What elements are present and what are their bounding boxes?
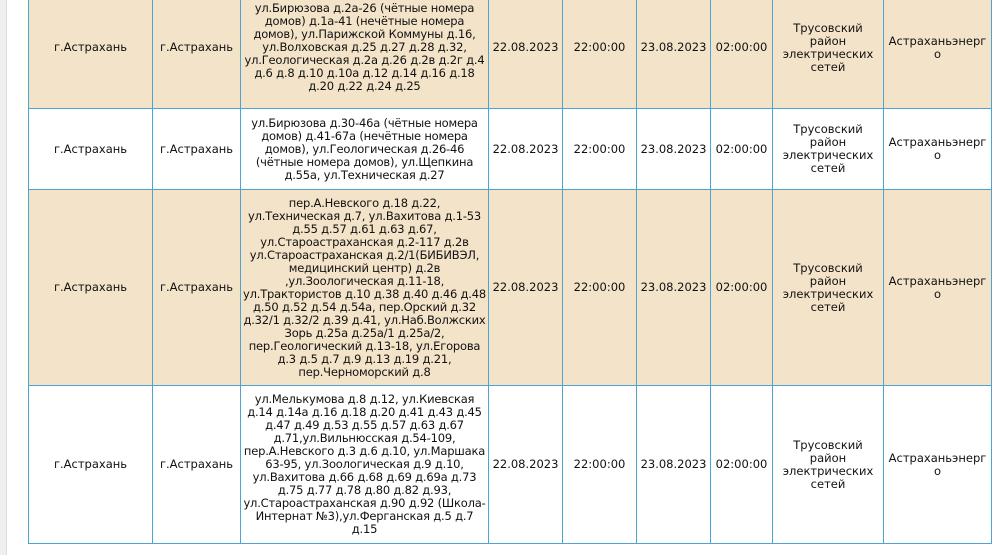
- end-time-cell: 02:00:00: [711, 190, 773, 386]
- locality-cell: г.Астрахань: [153, 190, 241, 386]
- left-scrollbar[interactable]: [0, 0, 7, 555]
- start-time-cell: 22:00:00: [563, 386, 637, 544]
- district-cell: Трусовский район электрических сетей: [773, 190, 884, 386]
- company-cell: Астраханьэнерго: [884, 386, 992, 544]
- district-cell: Трусовский район электрических сетей: [773, 109, 884, 190]
- address-cell: ул.Мелькумова д.8 д.12, ул.Киевская д.14 д.14а д.16 д.18 д.20 д.41 д.43 д.45 д.47 д.49 д.53 д.55 д.57 д.63 д.67 д.71,ул.Вильнюсская д.54-109, пер.А.Невского д.3 д.6 д.10, ул.Маршака 63-95, ул.Зоологическая д.9 д.10, ул.Вахитова д.66 д.68 д.69 д.69а д.73 д.75 д.77 д.78 д.80 д.82 д.93, ул.Староастраханская д.90 д.92 (Школа-Интернат №3),ул.Ферганская д.5 д.7 д.15: [241, 386, 489, 544]
- address-cell: ул.Бирюзова д.30-46а (чётные номера домов) д.41-67а (нечётные номера домов), ул.Геологическая д.26-46 (чётные номера домов), ул.Щепкина д.55а, ул.Техническая д.27: [241, 109, 489, 190]
- start-date-cell: 22.08.2023: [489, 0, 563, 109]
- company-cell: Астраханьэнерго: [884, 190, 992, 386]
- table-row: [29, 109, 992, 190]
- company-cell: Астраханьэнерго: [884, 109, 992, 190]
- company-cell: Астраханьэнерго: [884, 0, 992, 109]
- end-date-cell: 23.08.2023: [637, 0, 711, 109]
- start-time-cell: 22:00:00: [563, 0, 637, 109]
- start-time-cell: 22:00:00: [563, 190, 637, 386]
- start-date-cell: 22.08.2023: [489, 190, 563, 386]
- district-cell: Трусовский район электрических сетей: [773, 0, 884, 109]
- district-cell: Трусовский район электрических сетей: [773, 386, 884, 544]
- locality-cell: г.Астрахань: [153, 386, 241, 544]
- end-time-cell: 02:00:00: [711, 109, 773, 190]
- table-row: [29, 386, 992, 544]
- city-cell: г.Астрахань: [29, 109, 153, 190]
- address-cell: пер.А.Невского д.18 д.22, ул.Техническая д.7, ул.Вахитова д.1-53 д.55 д.57 д.61 д.63 д.67, ул.Староастраханская д.2-117 д.2в ул.Староастраханская д.2/1(БИБИВЭЛ, медицинский центр) д.2в ,ул.Зоологическая д.11-18, ул.Трактористов д.10 д.38 д.40 д.46 д.48 д.50 д.52 д.54 д.54а, пер.Орский д.32 д.32/1 д.32/2 д.39 д.41, ул.Наб.Волжских Зорь д.25а д.25а/1 д.25а/2, пер.Геологический д.13-18, ул.Егорова д.3 д.5 д.7 д.9 д.13 д.19 д.21, пер.Черноморский д.8: [241, 190, 489, 386]
- end-date-cell: 23.08.2023: [637, 386, 711, 544]
- table-row: [29, 0, 992, 109]
- table-row: [29, 190, 992, 386]
- start-date-cell: 22.08.2023: [489, 109, 563, 190]
- locality-cell: г.Астрахань: [153, 0, 241, 109]
- end-date-cell: 23.08.2023: [637, 109, 711, 190]
- start-time-cell: 22:00:00: [563, 109, 637, 190]
- locality-cell: г.Астрахань: [153, 109, 241, 190]
- address-cell: ул.Бирюзова д.2а-26 (чётные номера домов) д.1а-41 (нечётные номера домов), ул.Парижской Коммуны д.16, ул.Волховская д.25 д.27 д.28 д.32, ул.Геологическая д.2а д.26 д.2в д.2г д.4 д.6 д.8 д.10 д.10а д.12 д.14 д.16 д.18 д.20 д.22 д.24 д.25: [241, 0, 489, 109]
- start-date-cell: 22.08.2023: [489, 386, 563, 544]
- city-cell: г.Астрахань: [29, 0, 153, 109]
- outage-table: [28, 0, 992, 544]
- city-cell: г.Астрахань: [29, 190, 153, 386]
- end-time-cell: 02:00:00: [711, 386, 773, 544]
- city-cell: г.Астрахань: [29, 386, 153, 544]
- end-time-cell: 02:00:00: [711, 0, 773, 109]
- end-date-cell: 23.08.2023: [637, 190, 711, 386]
